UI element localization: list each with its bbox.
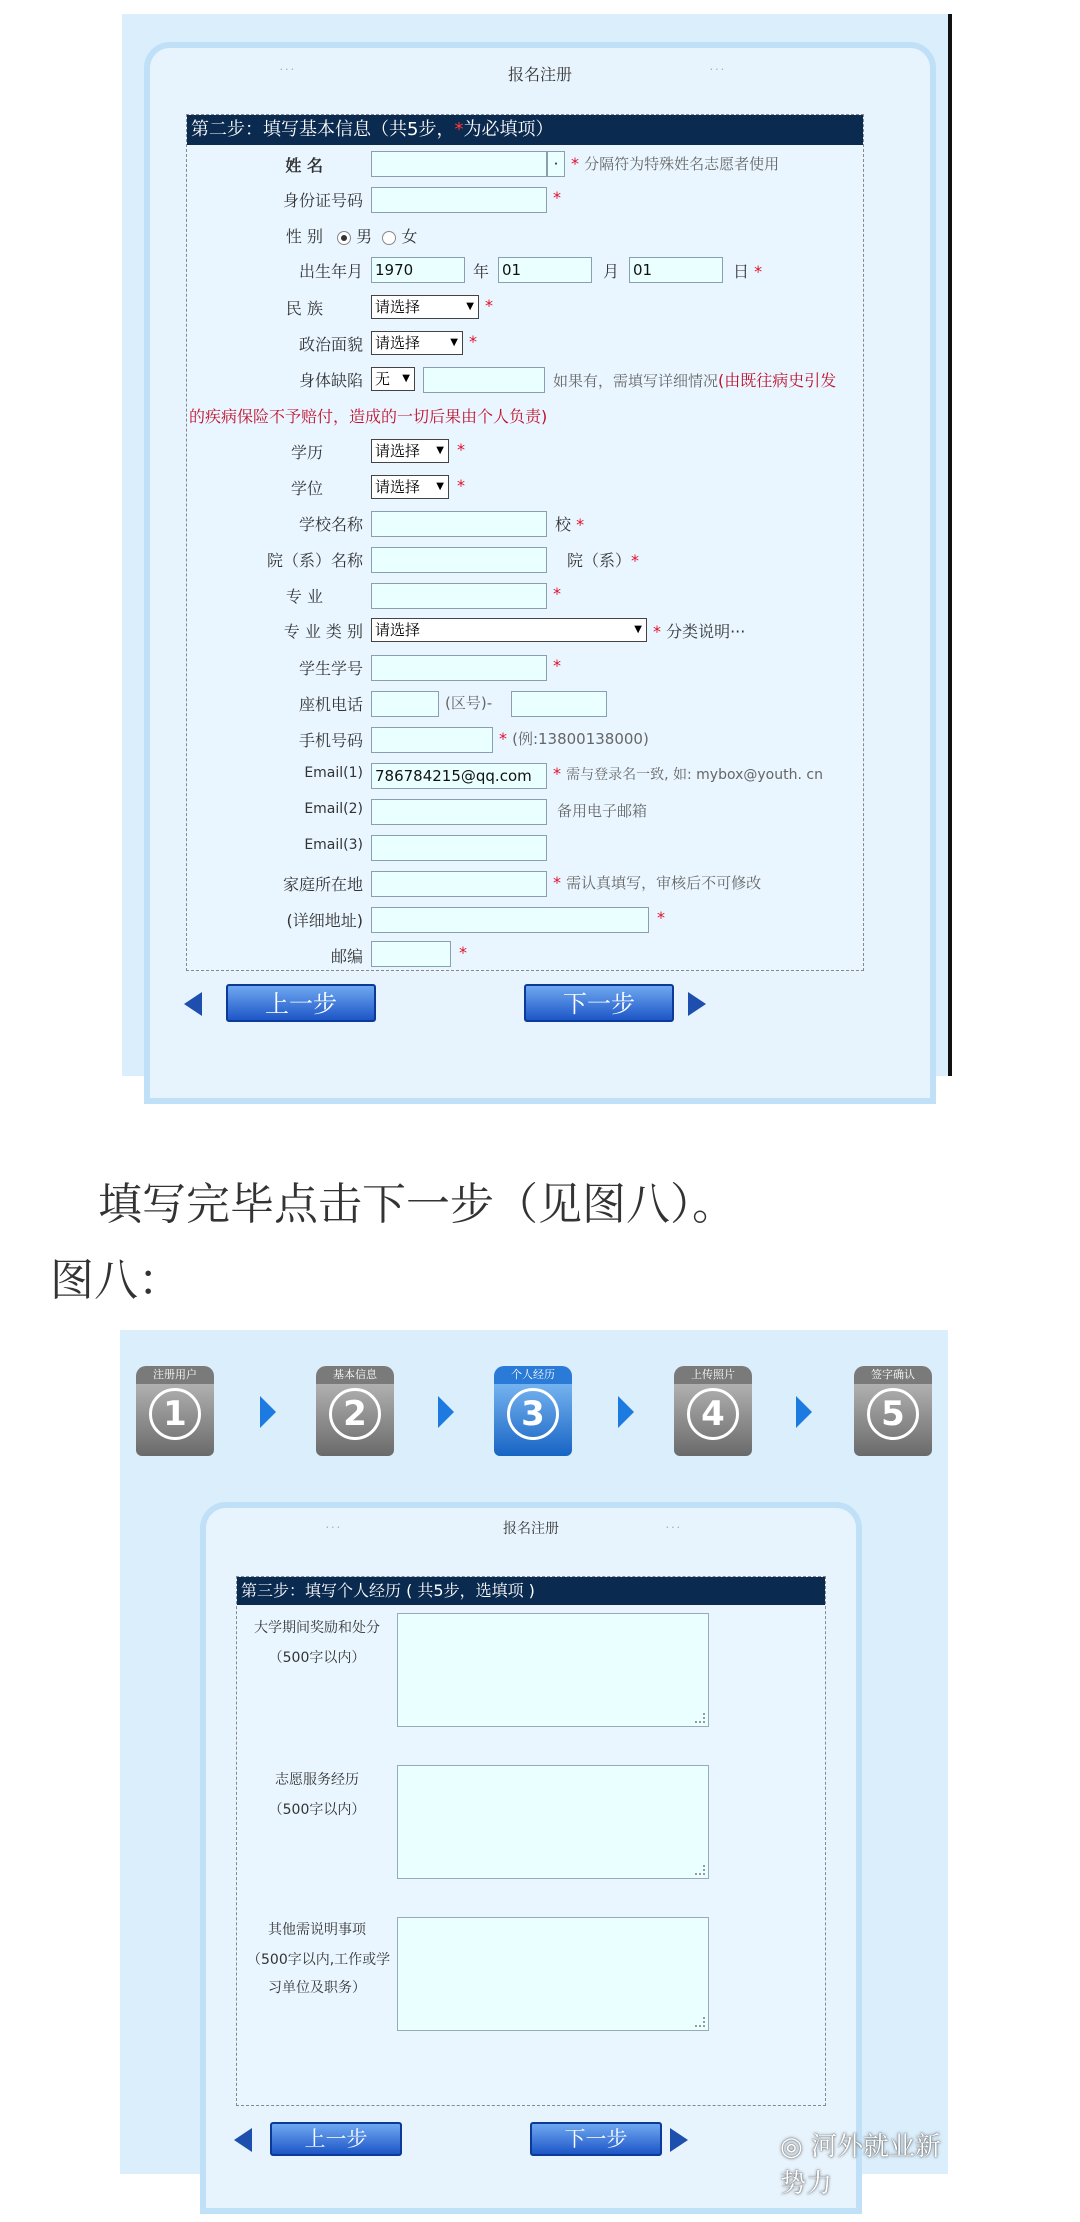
zip-input[interactable] — [371, 941, 451, 967]
major-category-hint[interactable]: 分类说明··· — [666, 622, 746, 641]
arrow-right-icon[interactable] — [670, 2128, 688, 2152]
birth-day-input[interactable]: 01 — [629, 257, 723, 283]
other-textarea[interactable] — [397, 1917, 709, 2031]
disability-warning-2: 的疾病保险不予赔付，造成的一切后果由个人负责) — [189, 407, 548, 426]
figure-label: 图八： — [50, 1255, 182, 1306]
step-1-caption: 注册用户 — [136, 1366, 214, 1384]
year-unit: 年 — [473, 262, 490, 281]
phone-label: 座机电话 — [298, 695, 363, 714]
dropdown-arrow-icon: ▼ — [402, 373, 410, 384]
political-select-value: 请选择 — [375, 334, 421, 352]
home-label: 家庭所在地 — [282, 875, 363, 894]
email2-hint: 备用电子邮箱 — [557, 802, 648, 820]
step-5-number: 5 — [867, 1388, 919, 1440]
award-limit: （500字以内） — [268, 1650, 366, 1666]
other-limit-line2: 习单位及职务） — [268, 1980, 366, 1996]
step-1-number: 1 — [149, 1388, 201, 1440]
panel-decoration-left: ... — [280, 60, 297, 73]
gender-label: 性 别 — [285, 227, 323, 246]
degree-label: 学位 — [290, 479, 323, 498]
email1-hint: 需与登录名一致, 如: mybox@youth. cn — [566, 767, 823, 783]
address-input[interactable] — [371, 907, 649, 933]
mobile-input[interactable] — [371, 727, 493, 753]
dropdown-arrow-icon: ▼ — [436, 445, 444, 456]
dropdown-arrow-icon: ▼ — [634, 624, 642, 635]
required-star: * — [553, 656, 561, 675]
chevron-right-icon — [618, 1396, 634, 1428]
mobile-label: 手机号码 — [298, 731, 363, 750]
address-label: (详细地址) — [286, 911, 363, 930]
registration-screenshot-step3 — [120, 1330, 948, 2199]
degree-select[interactable] — [371, 475, 449, 499]
birth-year-input[interactable]: 1970 — [371, 257, 465, 283]
school-label: 学校名称 — [298, 515, 363, 534]
email2-input[interactable] — [371, 799, 547, 825]
volunteer-limit: （500字以内） — [268, 1802, 366, 1818]
chevron-right-icon — [260, 1396, 276, 1428]
gender-male-label: 男 — [356, 227, 373, 246]
gender-male-radio[interactable] — [337, 231, 351, 245]
email2-label: Email(2) — [304, 801, 363, 817]
other-label: 其他需说明事项 — [268, 1922, 366, 1938]
step-4-number: 4 — [687, 1388, 739, 1440]
prev-step-button[interactable]: 上一步 — [226, 984, 376, 1022]
id-label: 身份证号码 — [282, 191, 363, 210]
step-3-caption: 个人经历 — [494, 1366, 572, 1384]
required-star: * — [459, 943, 467, 962]
chevron-right-icon — [438, 1396, 454, 1428]
disability-hint: 如果有，需填写详细情况 — [553, 372, 719, 390]
dropdown-arrow-icon: ▼ — [466, 301, 474, 312]
panel-decoration-right: ... — [710, 60, 727, 73]
other-limit-line1: （500字以内,工作或学 — [247, 1952, 391, 1968]
required-star: * — [576, 515, 585, 534]
department-input[interactable] — [371, 547, 547, 573]
student-number-label: 学生学号 — [298, 659, 363, 678]
chevron-right-icon — [796, 1396, 812, 1428]
step-title-suffix: 为必填项） — [463, 119, 554, 140]
mobile-hint: (例:13800138000) — [512, 730, 649, 748]
ethnic-label: 民 族 — [285, 299, 323, 318]
volunteer-textarea[interactable] — [397, 1765, 709, 1879]
step-title-star: * — [454, 119, 464, 140]
arrow-left-icon[interactable] — [184, 992, 202, 1016]
area-code-input[interactable] — [371, 691, 439, 717]
email1-label: Email(1) — [304, 765, 363, 781]
panel-decoration-right: ... — [666, 1518, 683, 1531]
panel-decoration-left: ... — [326, 1518, 343, 1531]
major-category-label: 专 业 类 别 — [283, 622, 363, 641]
next-step-button[interactable]: 下一步 — [530, 2122, 662, 2156]
step-title-text: 第二步：填写基本信息（共5步， — [191, 119, 455, 140]
step-4-caption: 上传照片 — [674, 1366, 752, 1384]
major-label: 专 业 — [285, 587, 323, 606]
required-star: * — [631, 551, 640, 570]
article-paragraph: 填写完毕点击下一步（见图八）。 — [98, 1179, 736, 1230]
volunteer-label: 志愿服务经历 — [275, 1772, 359, 1788]
disability-select-value: 无 — [375, 370, 391, 388]
education-label: 学历 — [290, 443, 323, 462]
id-number-input[interactable] — [371, 187, 547, 213]
step-2-number: 2 — [329, 1388, 381, 1440]
zip-label: 邮编 — [330, 947, 363, 966]
home-hint: 需认真填写，审核后不可修改 — [566, 874, 762, 892]
step-1-icon — [136, 1366, 214, 1456]
department-label: 院（系）名称 — [266, 551, 363, 570]
day-unit: 日 — [733, 262, 750, 281]
major-category-select[interactable] — [371, 618, 647, 642]
email1-input[interactable]: 786784215@qq.com — [371, 763, 547, 789]
step-3-number: 3 — [507, 1388, 559, 1440]
step-2-caption: 基本信息 — [316, 1366, 394, 1384]
registration-screenshot-step2 — [122, 14, 952, 1076]
school-input[interactable] — [371, 511, 547, 537]
dropdown-arrow-icon: ▼ — [450, 337, 458, 348]
gender-female-label: 女 — [401, 227, 418, 246]
school-unit: 校 — [555, 515, 572, 534]
next-step-button[interactable]: 下一步 — [524, 984, 674, 1022]
wechat-icon: ◎ — [780, 2132, 803, 2162]
panel-title: 报名注册 — [503, 1521, 559, 1537]
political-label: 政治面貌 — [298, 335, 363, 354]
home-input[interactable] — [371, 871, 547, 897]
student-number-input[interactable] — [371, 655, 547, 681]
award-label: 大学期间奖励和处分 — [254, 1620, 380, 1636]
prev-step-button[interactable]: 上一步 — [270, 2122, 402, 2156]
disability-warning-1: (由既往病史引发 — [718, 371, 837, 390]
required-star: * — [553, 584, 561, 603]
wechat-watermark — [780, 2126, 948, 2200]
required-star: * — [553, 873, 561, 892]
step-5-icon — [854, 1366, 932, 1456]
email3-input[interactable] — [371, 835, 547, 861]
required-star: * — [469, 332, 477, 351]
major-category-select-value: 请选择 — [375, 621, 421, 639]
experience-form — [236, 1576, 826, 2106]
required-star: * — [485, 296, 493, 315]
gender-female-radio[interactable] — [382, 231, 396, 245]
name-input[interactable] — [371, 151, 547, 177]
month-unit: 月 — [603, 262, 620, 281]
required-star: * — [553, 764, 561, 783]
required-star: * — [499, 729, 507, 748]
screenshot-border — [948, 14, 952, 1076]
name-hint: 分隔符为特殊姓名志愿者使用 — [584, 155, 780, 173]
award-textarea[interactable] — [397, 1613, 709, 1727]
step-5-caption: 签字确认 — [854, 1366, 932, 1384]
basic-info-form — [186, 114, 864, 971]
area-code-hint: (区号)- — [445, 694, 493, 712]
panel-title: 报名注册 — [507, 65, 572, 84]
dropdown-arrow-icon: ▼ — [436, 481, 444, 492]
education-select[interactable] — [371, 439, 449, 463]
email3-label: Email(3) — [304, 837, 363, 853]
step-title-bar — [237, 1577, 825, 1605]
required-star: * — [457, 440, 465, 459]
required-star: * — [754, 262, 763, 281]
arrow-left-icon[interactable] — [234, 2128, 252, 2152]
arrow-right-icon[interactable] — [688, 992, 706, 1016]
step-3-icon — [494, 1366, 572, 1456]
birth-month-input[interactable]: 01 — [498, 257, 592, 283]
education-select-value: 请选择 — [375, 442, 421, 460]
name-separator-button[interactable]: · — [547, 151, 565, 177]
step-2-icon — [316, 1366, 394, 1456]
ethnic-select-value: 请选择 — [375, 298, 421, 316]
disability-select[interactable] — [371, 367, 415, 391]
step-title-bar — [187, 115, 863, 145]
disability-detail-input[interactable] — [423, 367, 545, 393]
required-star: * — [553, 188, 561, 207]
name-label: 姓 名 — [285, 156, 323, 175]
degree-select-value: 请选择 — [375, 478, 421, 496]
step-title-text: 第三步：填写个人经历 ( 共5步，选填项 ) — [241, 1581, 535, 1600]
watermark-text: 河外就业新势力 — [780, 2132, 941, 2199]
required-star: * — [457, 476, 465, 495]
step-4-icon — [674, 1366, 752, 1456]
required-star: * — [653, 622, 661, 641]
department-unit: 院（系） — [567, 551, 632, 570]
required-star: * — [571, 154, 579, 173]
phone-input[interactable] — [511, 691, 607, 717]
disability-label: 身体缺陷 — [298, 371, 363, 390]
ethnic-select[interactable] — [371, 295, 479, 319]
required-star: * — [657, 908, 665, 927]
major-input[interactable] — [371, 583, 547, 609]
political-select[interactable] — [371, 331, 463, 355]
birth-label: 出生年月 — [298, 262, 363, 281]
